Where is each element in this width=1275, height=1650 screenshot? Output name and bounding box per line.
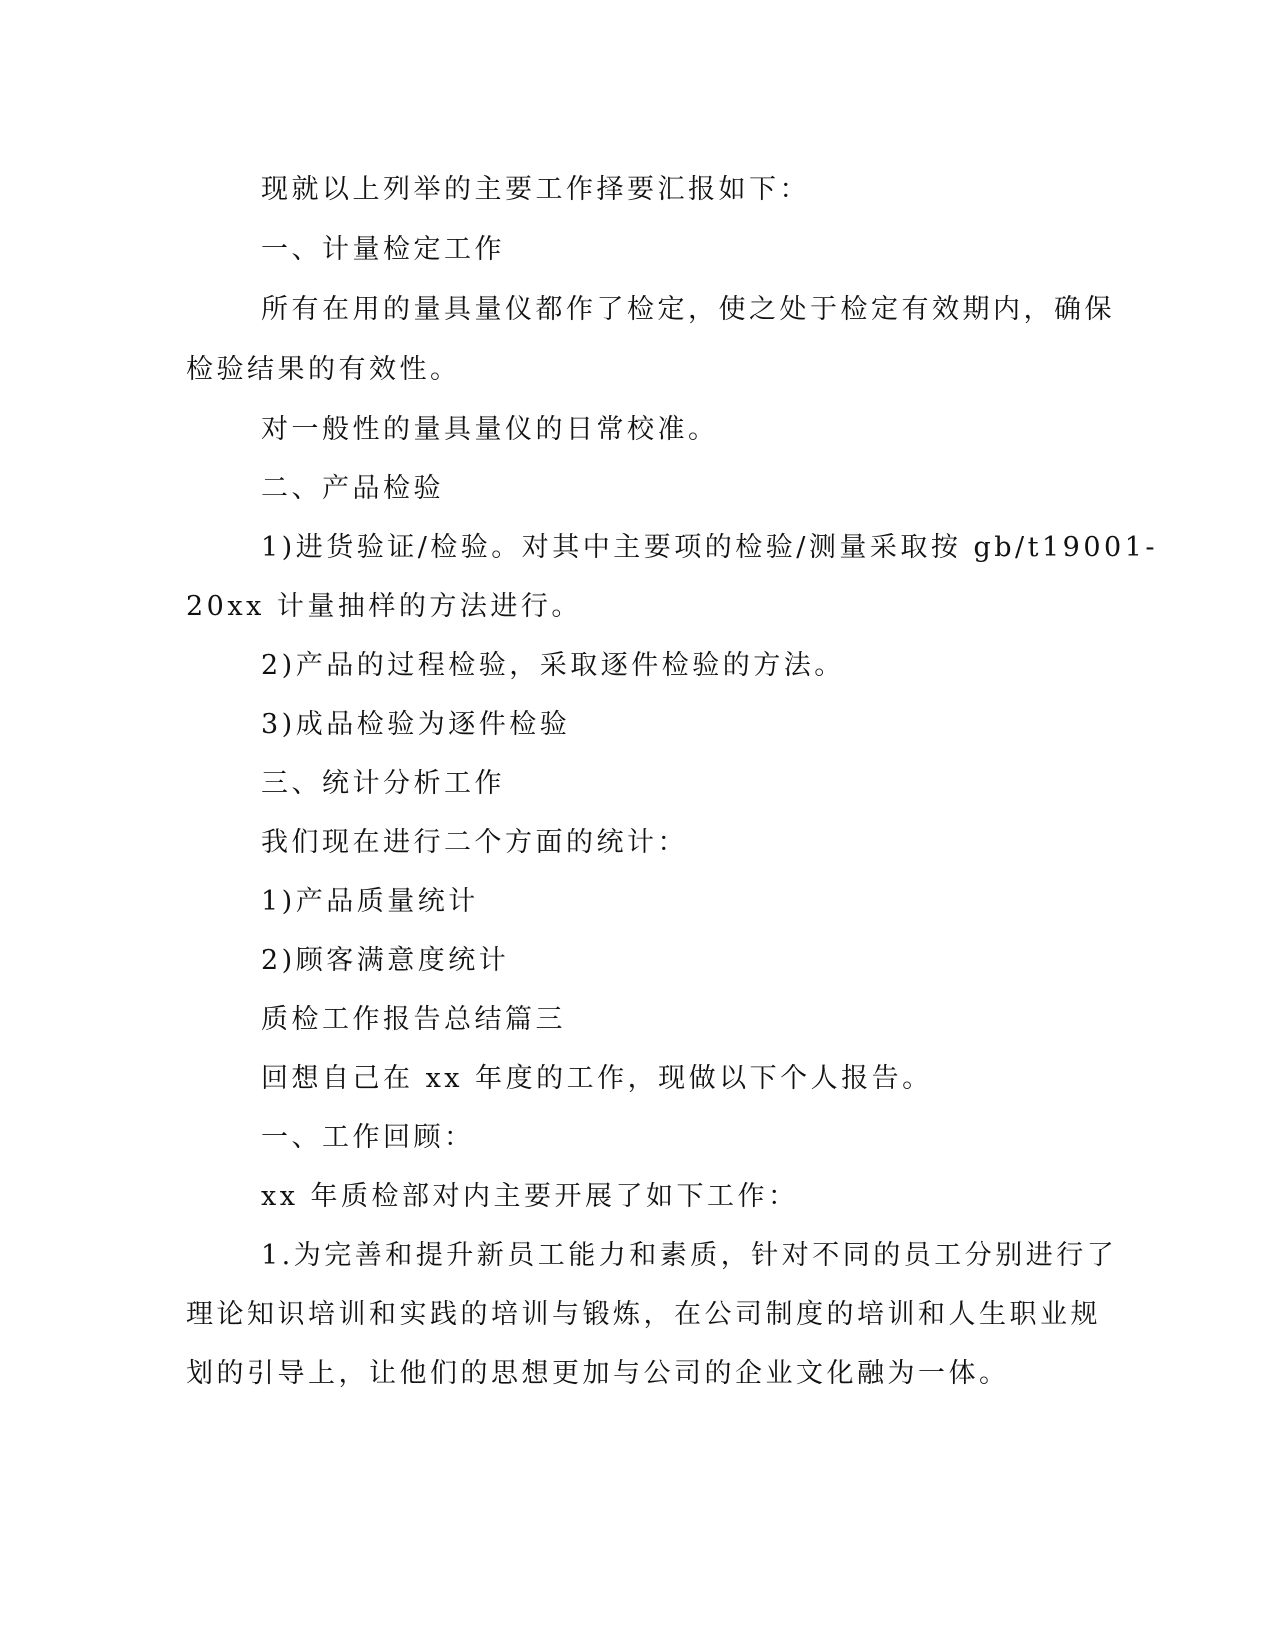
- text-line: 1)产品质量统计: [261, 886, 479, 917]
- text-line: 划的引导上，让他们的思想更加与公司的企业文化融为一体。: [186, 1358, 1010, 1389]
- section-heading: 二、产品检验: [261, 473, 444, 504]
- text-line: 2)产品的过程检验，采取逐件检验的方法。: [261, 650, 845, 681]
- text-line: 理论知识培训和实践的培训与锻炼，在公司制度的培训和人生职业规: [186, 1299, 1101, 1330]
- text-line: 我们现在进行二个方面的统计：: [261, 827, 688, 858]
- section-heading: 三、统计分析工作: [261, 768, 505, 799]
- text-line: 所有在用的量具量仪都作了检定，使之处于检定有效期内，确保: [261, 294, 1115, 325]
- section-heading: 一、计量检定工作: [261, 234, 505, 265]
- text-line: 回想自己在 xx 年度的工作，现做以下个人报告。: [261, 1063, 933, 1094]
- text-line: 1)进货验证/检验。对其中主要项的检验/测量采取按 gb/t19001-: [261, 532, 1159, 563]
- text-line: 2)顾客满意度统计: [261, 945, 510, 976]
- text-line: 对一般性的量具量仪的日常校准。: [261, 414, 719, 445]
- text-line: 现就以上列举的主要工作择要汇报如下：: [261, 174, 810, 205]
- text-line: 检验结果的有效性。: [186, 354, 461, 385]
- section-heading: 一、工作回顾：: [261, 1122, 475, 1153]
- article-title: 质检工作报告总结篇三: [261, 1004, 566, 1035]
- text-line: 1.为完善和提升新员工能力和素质，针对不同的员工分别进行了: [261, 1240, 1118, 1271]
- text-line: xx 年质检部对内主要开展了如下工作：: [261, 1181, 799, 1212]
- text-line: 20xx 计量抽样的方法进行。: [186, 591, 582, 622]
- text-line: 3)成品检验为逐件检验: [261, 709, 571, 740]
